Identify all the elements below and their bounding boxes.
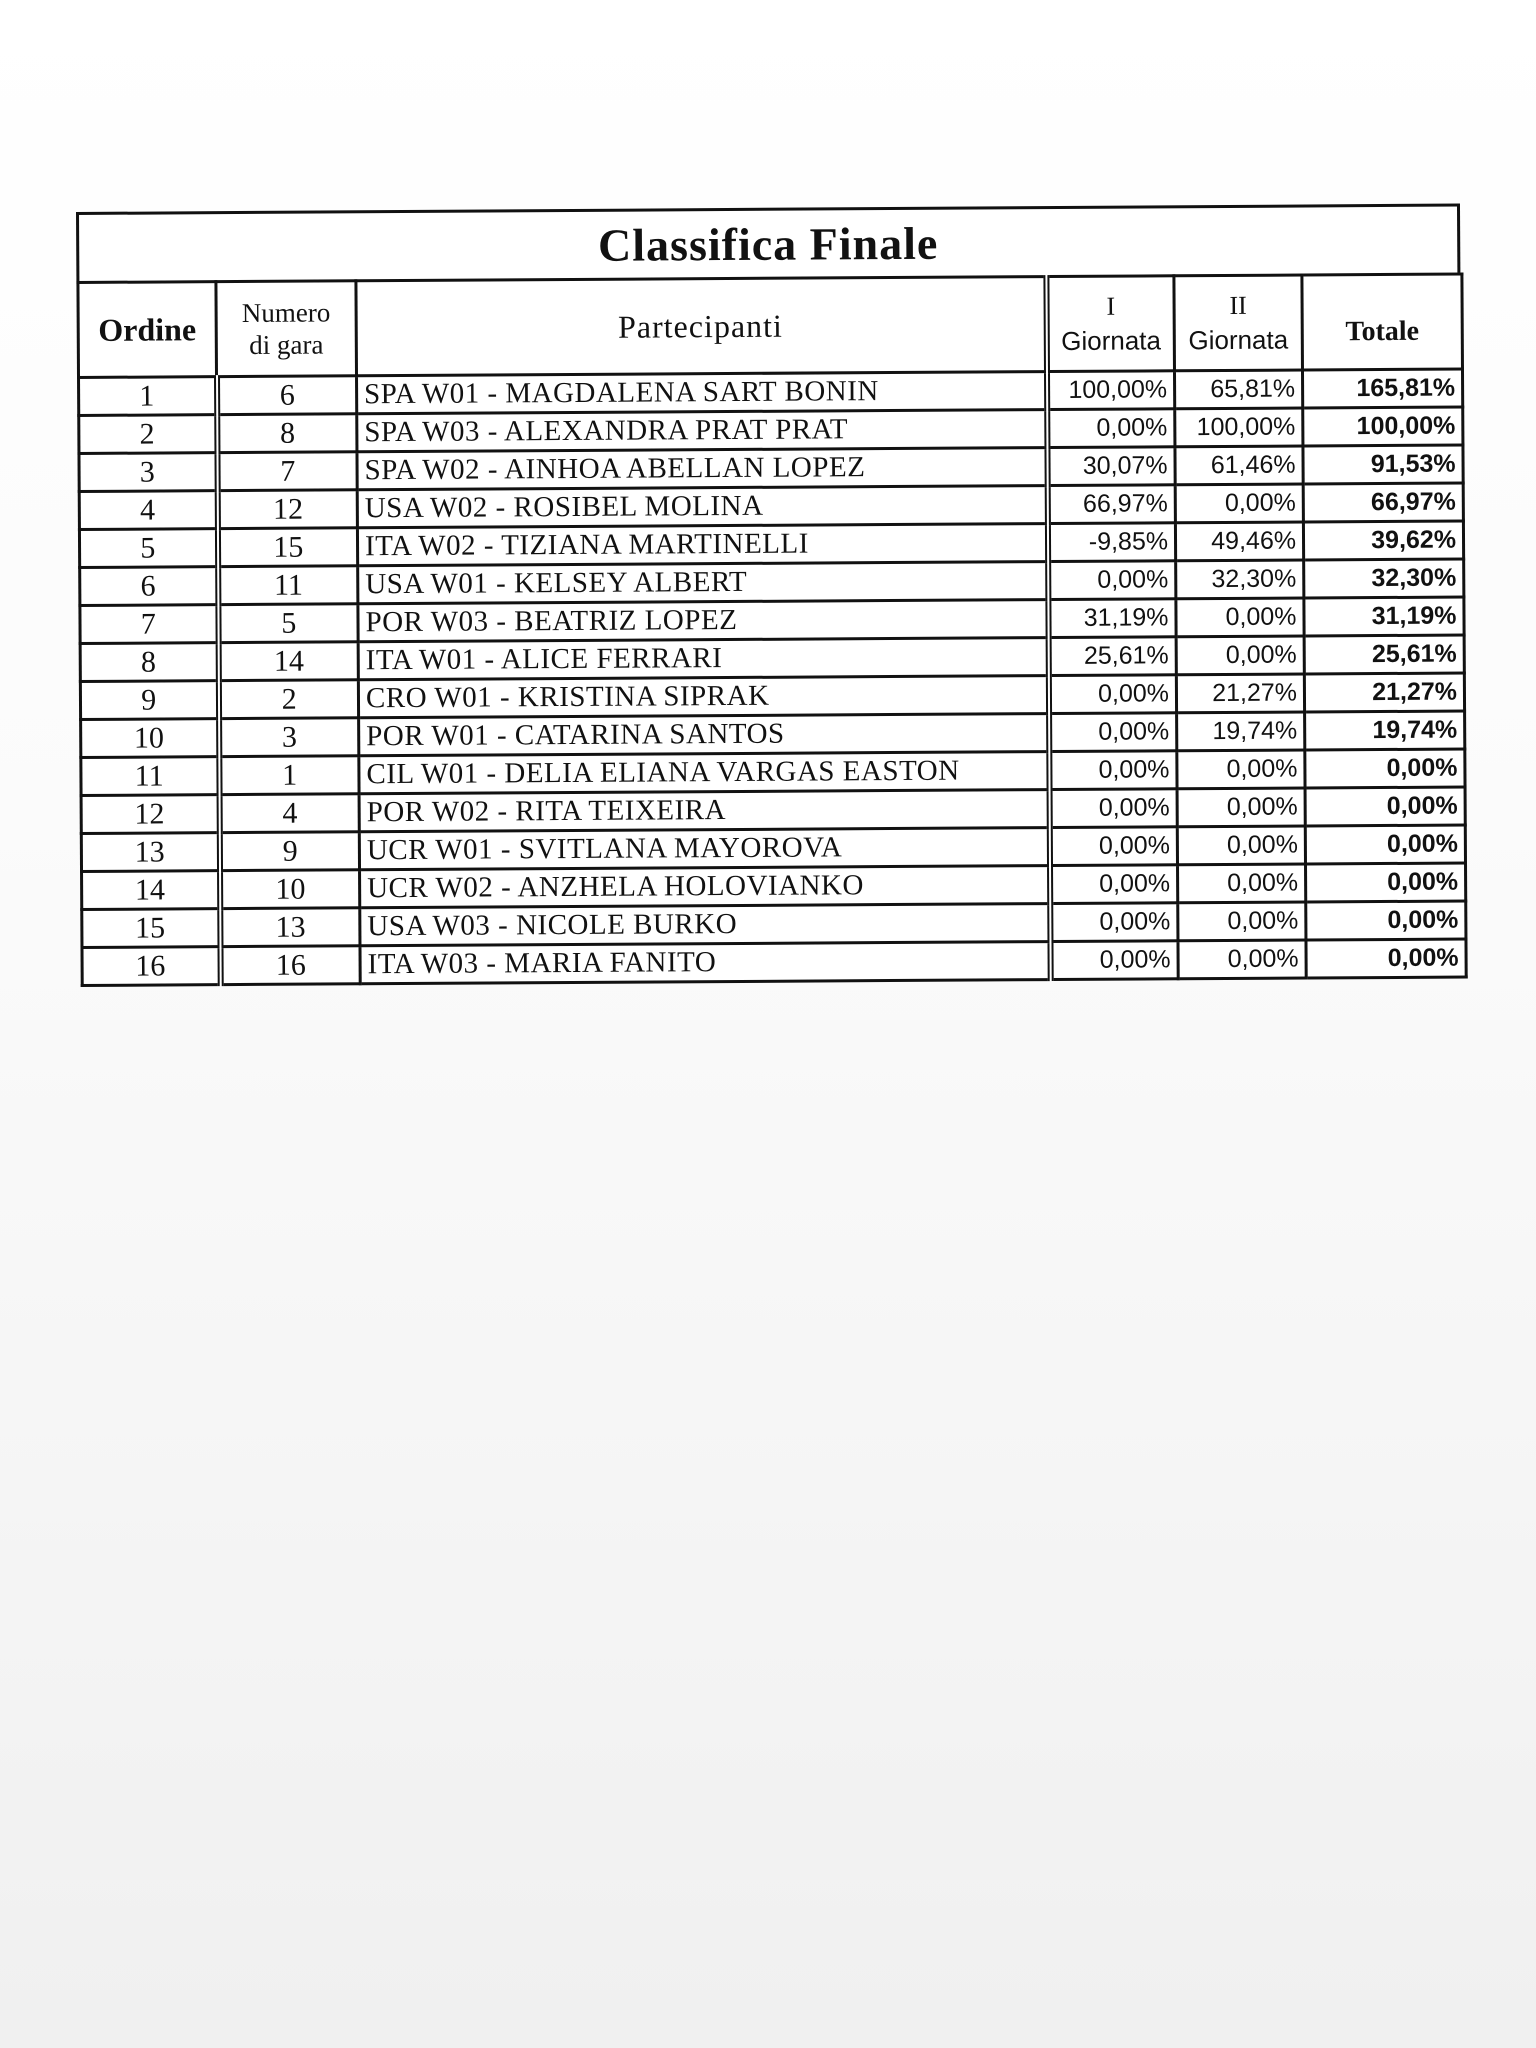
totale-cell: 19,74%: [1305, 711, 1465, 750]
header-ordine: Ordine: [78, 282, 217, 378]
totale-cell: 91,53%: [1303, 445, 1463, 484]
header-totale: Totale: [1302, 274, 1463, 370]
giornata-2-cell: 61,46%: [1175, 446, 1303, 485]
numero-gara-cell: 9: [219, 832, 359, 871]
header-giornata-2-roman: II: [1229, 290, 1247, 320]
numero-gara-cell: 3: [219, 718, 359, 757]
giornata-2-cell: 0,00%: [1175, 484, 1303, 523]
header-partecipanti: Partecipanti: [356, 277, 1047, 376]
ordine-cell: 3: [79, 453, 217, 492]
ordine-cell: 4: [79, 491, 217, 530]
title-row: [76, 204, 1460, 281]
numero-gara-cell: 4: [219, 794, 359, 833]
partecipante-cell: SPA W03 - ALEXANDRA PRAT PRAT: [357, 410, 1047, 452]
giornata-2-cell: 0,00%: [1178, 864, 1306, 903]
partecipante-cell: USA W02 - ROSIBEL MOLINA: [357, 486, 1047, 528]
giornata-1-cell: 0,00%: [1050, 941, 1178, 980]
totale-cell: 66,97%: [1303, 483, 1463, 522]
totale-cell: 39,62%: [1303, 521, 1463, 560]
numero-gara-cell: 10: [220, 870, 360, 909]
ordine-cell: 15: [82, 909, 220, 948]
numero-gara-cell: 7: [217, 452, 357, 491]
giornata-2-cell: 65,81%: [1174, 370, 1302, 409]
giornata-2-cell: 0,00%: [1177, 826, 1305, 865]
giornata-2-cell: 0,00%: [1177, 750, 1305, 789]
totale-cell: 0,00%: [1306, 863, 1466, 902]
numero-gara-cell: 13: [220, 908, 360, 947]
giornata-1-cell: 0,00%: [1050, 903, 1178, 942]
ordine-cell: 8: [80, 643, 218, 682]
giornata-1-cell: 0,00%: [1049, 751, 1177, 790]
ordine-cell: 2: [79, 415, 217, 454]
ordine-cell: 6: [80, 567, 218, 606]
totale-cell: 0,00%: [1305, 749, 1465, 788]
numero-gara-cell: 5: [218, 604, 358, 643]
giornata-1-cell: 100,00%: [1046, 371, 1174, 410]
partecipante-cell: ITA W03 - MARIA FANITO: [360, 942, 1050, 984]
ordine-cell: 12: [81, 795, 219, 834]
numero-gara-cell: 1: [219, 756, 359, 795]
partecipante-cell: USA W03 - NICOLE BURKO: [360, 904, 1050, 946]
giornata-1-cell: 0,00%: [1049, 827, 1177, 866]
giornata-2-cell: 0,00%: [1178, 940, 1306, 979]
ordine-cell: 11: [81, 757, 219, 796]
header-giornata-1-label: Giornata: [1061, 325, 1162, 356]
numero-gara-cell: 12: [217, 490, 357, 529]
partecipante-cell: UCR W01 - SVITLANA MAYOROVA: [359, 828, 1049, 870]
totale-cell: 31,19%: [1304, 597, 1464, 636]
giornata-2-cell: 21,27%: [1176, 674, 1304, 713]
partecipante-cell: USA W01 - KELSEY ALBERT: [358, 562, 1048, 604]
header-numero-line2: di gara: [249, 329, 324, 360]
giornata-2-cell: 32,30%: [1176, 560, 1304, 599]
numero-gara-cell: 15: [217, 528, 357, 567]
giornata-1-cell: 0,00%: [1048, 561, 1176, 600]
partecipante-cell: ITA W02 - TIZIANA MARTINELLI: [357, 524, 1047, 566]
numero-gara-cell: 11: [218, 566, 358, 605]
totale-cell: 32,30%: [1304, 559, 1464, 598]
ordine-cell: 5: [79, 529, 217, 568]
totale-cell: 0,00%: [1306, 901, 1466, 940]
numero-gara-cell: 6: [217, 376, 357, 415]
partecipante-cell: CRO W01 - KRISTINA SIPRAK: [358, 676, 1048, 718]
header-giornata-2: [1174, 275, 1303, 371]
partecipante-cell: POR W01 - CATARINA SANTOS: [359, 714, 1049, 756]
ordine-cell: 10: [81, 719, 219, 758]
giornata-1-cell: 0,00%: [1047, 409, 1175, 448]
giornata-2-cell: 49,46%: [1175, 522, 1303, 561]
totale-cell: 0,00%: [1306, 939, 1466, 978]
header-giornata-1-roman: I: [1106, 291, 1116, 321]
giornata-2-cell: 0,00%: [1178, 902, 1306, 941]
totale-cell: 0,00%: [1305, 825, 1465, 864]
giornata-1-cell: -9,85%: [1047, 523, 1175, 562]
ordine-cell: 14: [82, 871, 220, 910]
header-numero-di-gara: [216, 281, 357, 377]
table-body: [79, 369, 1467, 985]
partecipante-cell: CIL W01 - DELIA ELIANA VARGAS EASTON: [359, 752, 1049, 794]
table-row: [82, 939, 1466, 985]
numero-gara-cell: 16: [220, 946, 360, 985]
giornata-1-cell: 25,61%: [1048, 637, 1176, 676]
ordine-cell: 1: [79, 377, 217, 416]
page-title: Classifica Finale: [597, 217, 939, 271]
giornata-1-cell: 66,97%: [1047, 485, 1175, 524]
partecipante-cell: SPA W01 - MAGDALENA SART BONIN: [357, 372, 1047, 414]
numero-gara-cell: 14: [218, 642, 358, 681]
partecipante-cell: SPA W02 - AINHOA ABELLAN LOPEZ: [357, 448, 1047, 490]
numero-gara-cell: 2: [218, 680, 358, 719]
giornata-1-cell: 0,00%: [1048, 675, 1176, 714]
numero-gara-cell: 8: [217, 414, 357, 453]
giornata-1-cell: 30,07%: [1047, 447, 1175, 486]
giornata-2-cell: 19,74%: [1177, 712, 1305, 751]
giornata-1-cell: 31,19%: [1048, 599, 1176, 638]
giornata-1-cell: 0,00%: [1049, 789, 1177, 828]
totale-cell: 0,00%: [1305, 787, 1465, 826]
totale-cell: 100,00%: [1303, 407, 1463, 446]
header-row: [78, 274, 1463, 377]
partecipante-cell: POR W03 - BEATRIZ LOPEZ: [358, 600, 1048, 642]
giornata-2-cell: 0,00%: [1177, 788, 1305, 827]
results-sheet: [76, 204, 1465, 987]
header-numero-line1: Numero: [241, 297, 331, 328]
giornata-2-cell: 100,00%: [1175, 408, 1303, 447]
partecipante-cell: POR W02 - RITA TEIXEIRA: [359, 790, 1049, 832]
totale-cell: 165,81%: [1302, 369, 1462, 408]
ordine-cell: 13: [81, 833, 219, 872]
giornata-1-cell: 0,00%: [1049, 713, 1177, 752]
totale-cell: 21,27%: [1304, 673, 1464, 712]
partecipante-cell: UCR W02 - ANZHELA HOLOVIANKO: [360, 866, 1050, 908]
ordine-cell: 9: [80, 681, 218, 720]
giornata-1-cell: 0,00%: [1050, 865, 1178, 904]
giornata-2-cell: 0,00%: [1176, 598, 1304, 637]
standings-table: [76, 273, 1467, 987]
giornata-2-cell: 0,00%: [1176, 636, 1304, 675]
ordine-cell: 16: [82, 947, 220, 986]
ordine-cell: 7: [80, 605, 218, 644]
totale-cell: 25,61%: [1304, 635, 1464, 674]
header-giornata-1: [1046, 276, 1175, 372]
partecipante-cell: ITA W01 - ALICE FERRARI: [358, 638, 1048, 680]
header-giornata-2-label: Giornata: [1188, 324, 1289, 356]
